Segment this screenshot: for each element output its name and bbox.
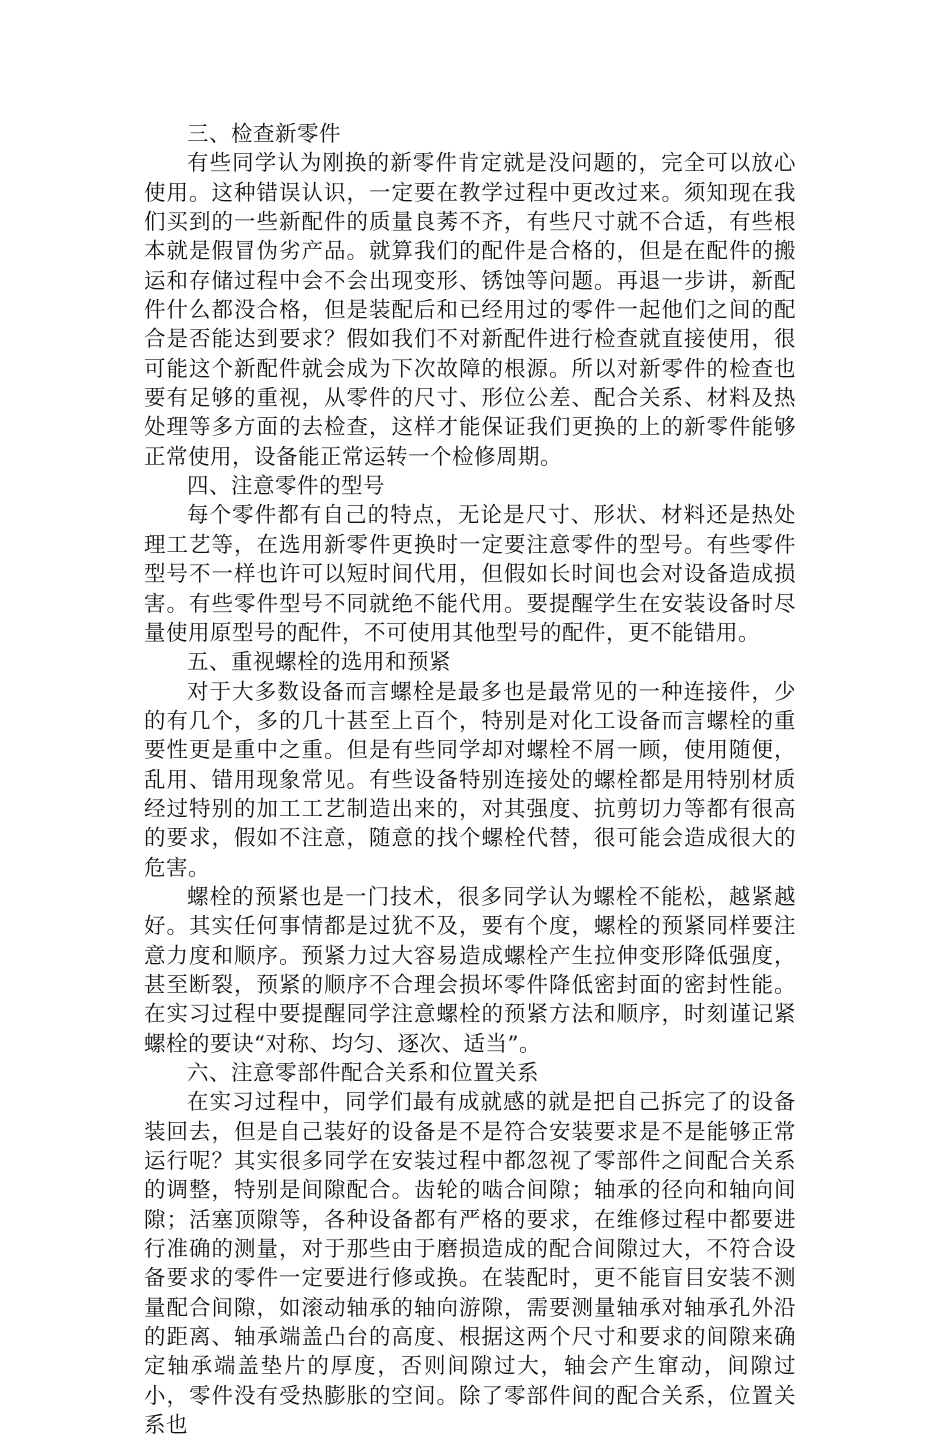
paragraph: 对于大多数设备而言螺栓是最多也是最常见的一种连接件，少的有几个，多的几十甚至上百个，特别是对化工设备而言螺栓的重要性更是重中之重。但是有些同学却对螺栓不屑一顾，使用随便，乱用、错用现象常见。有些设备特别连接处的螺栓都是用特别材质经过特别的加工工艺制造出来的，对其强度、抗剪切力等都有很高的要求，假如不注意，随意的找个螺栓代替，很可能会造成很大的危害。 — [144, 679, 796, 881]
paragraph: 在实习过程中，同学们最有成就感的就是把自己拆完了的设备装回去，但是自己装好的设备是不是符合安装要求是不是能够正常运行呢？其实很多同学在安装过程中都忽视了零部件之间配合关系的调整，特别是间隙配合。齿轮的啮合间隙；轴承的径向和轴向间隙；活塞顶隙等，各种设备都有严格的要求，在维修过程中都要进行准确的测量，对于那些由于磨损造成的配合间隙过大，不符合设备要求的零件一定要进行修或换。在装配时，更不能盲目安装不测量配合间隙，如滚动轴承的轴向游隙，需要测量轴承对轴承孔外沿的距离、轴承端盖凸台的高度、根据这两个尺寸和要求的间隙来确定轴承端盖垫片的厚度，否则间隙过大，轴会产生窜动，间隙过小，零件没有受热膨胀的空间。除了零部件间的配合关系，位置关系也 — [144, 1090, 796, 1439]
paragraph: 每个零件都有自己的特点，无论是尺寸、形状、材料还是热处理工艺等，在选用新零件更换时一定要注意零件的型号。有些零件型号不一样也许可以短时间代用，但假如长时间也会对设备造成损害。有些零件型号不同就绝不能代用。要提醒学生在安装设备时尽量使用原型号的配件，不可使用其他型号的配件，更不能错用。 — [144, 503, 796, 646]
section-heading-3: 三、检查新零件 — [187, 122, 342, 147]
paragraph: 有些同学认为刚换的新零件肯定就是没问题的，完全可以放心使用。这种错误认识，一定要在教学过程中更改过来。须知现在我们买到的一些新配件的质量良莠不齐，有些尺寸就不合适，有些根本就是假冒伪劣产品。就算我们的配件是合格的，但是在配件的搬运和存储过程中会不会出现变形、锈蚀等问题。再退一步讲，新配件什么都没合格，但是装配后和已经用过的零件一起他们之间的配合是否能达到要求？假如我们不对新配件进行检查就直接使用，很可能这个新配件就会成为下次故障的根源。所以对新零件的检查也要有足够的重视，从零件的尺寸、形位公差、配合关系、材料及热处理等多方面的去检查，这样才能保证我们更换的上的新零件能够正常使用，设备能正常运转一个检修周期。 — [144, 151, 796, 470]
section-heading-4: 四、注意零件的型号 — [187, 474, 386, 500]
paragraph: 螺栓的预紧也是一门技术，很多同学认为螺栓不能松，越紧越好。其实任何事情都是过犹不及，要有个度，螺栓的预紧同样要注意力度和顺序。预紧力过大容易造成螺栓产生拉伸变形降低强度，甚至断裂，预紧的顺序不合理会损坏零件降低密封面的密封性能。在实习过程中要提醒同学注意螺栓的预紧方法和顺序，时刻谨记紧螺栓的要诀“对称、均匀、逐次、适当”。 — [144, 884, 796, 1057]
document-page — [144, 120, 796, 1440]
section-heading-6: 六、注意零部件配合关系和位置关系 — [187, 1061, 540, 1086]
section-heading-5: 五、重视螺栓的选用和预紧 — [187, 650, 452, 676]
